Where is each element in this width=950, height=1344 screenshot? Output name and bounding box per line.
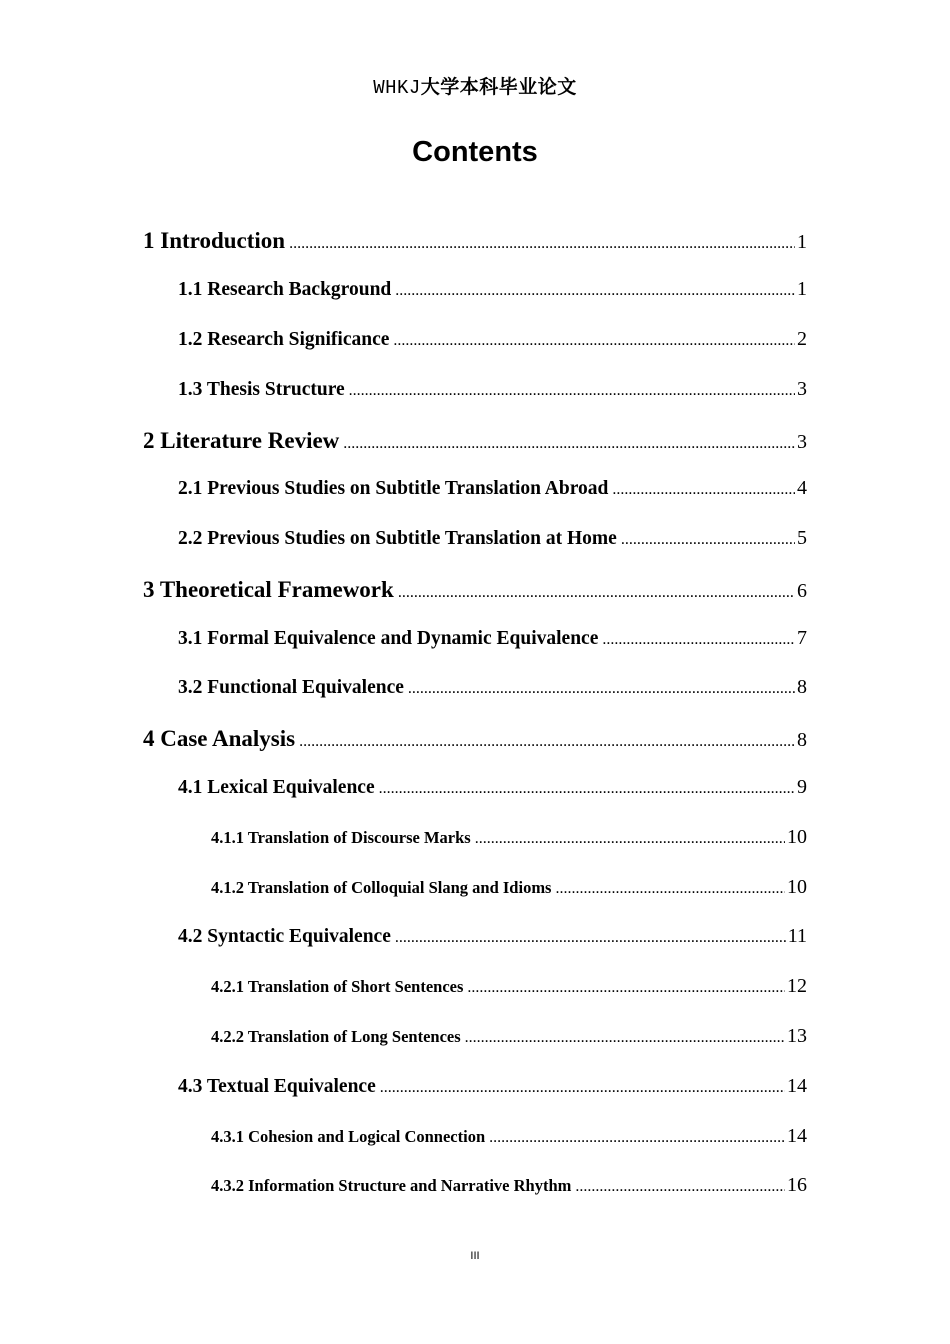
toc-entry-page-number: 14: [787, 1125, 807, 1147]
toc-leader-dots: [465, 1029, 785, 1047]
toc-entry-label: 4.1 Lexical Equivalence: [178, 777, 375, 798]
toc-entry[interactable]: [178, 676, 807, 708]
toc-entry-page-number: 3: [797, 378, 807, 400]
toc-leader-dots: [349, 382, 795, 400]
toc-entry[interactable]: [211, 975, 807, 1007]
toc-entry-page-number: 2: [797, 328, 807, 350]
toc-entry[interactable]: [211, 876, 807, 908]
page-title: Contents: [412, 136, 538, 168]
toc-entry-page-number: 9: [797, 776, 807, 798]
toc-entry-page-number: 13: [787, 1025, 807, 1047]
toc-entry-page-number: 7: [797, 627, 807, 649]
header-document-type: 大学本科毕业论文: [420, 76, 577, 98]
toc-entry-page-number: 8: [797, 729, 807, 751]
toc-entry[interactable]: [178, 627, 807, 659]
toc-entry-label: 4.1.2 Translation of Colloquial Slang and Idioms: [211, 878, 552, 897]
toc-entry-page-number: 4: [797, 477, 807, 499]
toc-entry-page-number: 12: [787, 975, 807, 997]
toc-leader-dots: [575, 1178, 785, 1196]
toc-entry-label: 2 Literature Review: [143, 428, 340, 453]
toc-leader-dots: [475, 830, 785, 848]
toc-leader-dots: [289, 235, 795, 253]
toc-entry[interactable]: [178, 477, 807, 509]
toc-entry-label: 4.2.2 Translation of Long Sentences: [211, 1027, 461, 1046]
toc-leader-dots: [467, 979, 785, 997]
toc-entry[interactable]: [178, 1075, 807, 1107]
toc-entry-page-number: 10: [787, 826, 807, 848]
toc-entry-label: 3.1 Formal Equivalence and Dynamic Equivalence: [178, 628, 599, 649]
toc-leader-dots: [555, 880, 785, 898]
toc-entry-label: 3.2 Functional Equivalence: [178, 677, 404, 698]
toc-entry-label: 4.1.1 Translation of Discourse Marks: [211, 828, 471, 847]
toc-entry-page-number: 8: [797, 676, 807, 698]
toc-entry[interactable]: [178, 378, 807, 410]
toc-leader-dots: [489, 1129, 785, 1147]
toc-entry[interactable]: [211, 826, 807, 858]
toc-leader-dots: [379, 780, 795, 798]
toc-leader-dots: [398, 584, 795, 602]
toc-entry-label: 3 Theoretical Framework: [143, 577, 394, 602]
toc-leader-dots: [602, 631, 795, 649]
toc-leader-dots: [408, 680, 795, 698]
toc-entry-label: 2.2 Previous Studies on Subtitle Translation at Home: [178, 528, 617, 549]
header-institution-code: WHKJ: [373, 77, 421, 99]
toc-entry-page-number: 14: [787, 1075, 807, 1097]
toc-leader-dots: [395, 929, 786, 947]
toc-entry-label: 4.3 Textual Equivalence: [178, 1076, 376, 1097]
toc-entry[interactable]: [143, 428, 807, 460]
toc-entry-page-number: 5: [797, 527, 807, 549]
toc-entry[interactable]: [143, 726, 807, 758]
toc-entry[interactable]: [178, 328, 807, 360]
toc-entry-label: 4.2 Syntactic Equivalence: [178, 926, 391, 947]
toc-entry-page-number: 3: [797, 431, 807, 453]
toc-entry[interactable]: [143, 577, 807, 609]
toc-leader-dots: [612, 481, 795, 499]
toc-entry[interactable]: [211, 1025, 807, 1057]
toc-leader-dots: [621, 531, 795, 549]
toc-entry-label: 4.2.1 Translation of Short Sentences: [211, 977, 464, 996]
toc-entry-page-number: 1: [797, 278, 807, 300]
toc-entry-label: 1.3 Thesis Structure: [178, 379, 345, 400]
toc-entry-label: 1.1 Research Background: [178, 279, 392, 300]
toc-entry-label: 1.2 Research Significance: [178, 329, 390, 350]
toc-entry-page-number: 11: [787, 925, 807, 947]
toc-entry[interactable]: [211, 1174, 807, 1206]
toc-entry-page-number: 1: [797, 231, 807, 253]
toc-entry[interactable]: [178, 776, 807, 808]
toc-leader-dots: [299, 733, 795, 751]
toc-entry[interactable]: [211, 1125, 807, 1157]
toc-entry[interactable]: [143, 228, 807, 260]
toc-leader-dots: [343, 435, 795, 453]
toc-leader-dots: [380, 1079, 785, 1097]
toc-entry-page-number: 10: [787, 876, 807, 898]
toc-entry[interactable]: [178, 527, 807, 559]
toc-leader-dots: [393, 332, 795, 350]
toc-entry-label: 4 Case Analysis: [143, 726, 296, 751]
toc-entry[interactable]: [178, 925, 807, 957]
toc-entry-label: 4.3.1 Cohesion and Logical Connection: [211, 1127, 486, 1146]
toc-entry-label: 2.1 Previous Studies on Subtitle Translation Abroad: [178, 478, 609, 499]
toc-entry[interactable]: [178, 278, 807, 310]
page-number: III: [470, 1250, 480, 1262]
toc-leader-dots: [395, 282, 795, 300]
toc-entry-page-number: 6: [797, 580, 807, 602]
toc-entry-label: 4.3.2 Information Structure and Narrative Rhythm: [211, 1176, 572, 1195]
toc-entry-label: 1 Introduction: [143, 228, 286, 253]
toc-entry-page-number: 16: [787, 1174, 807, 1196]
